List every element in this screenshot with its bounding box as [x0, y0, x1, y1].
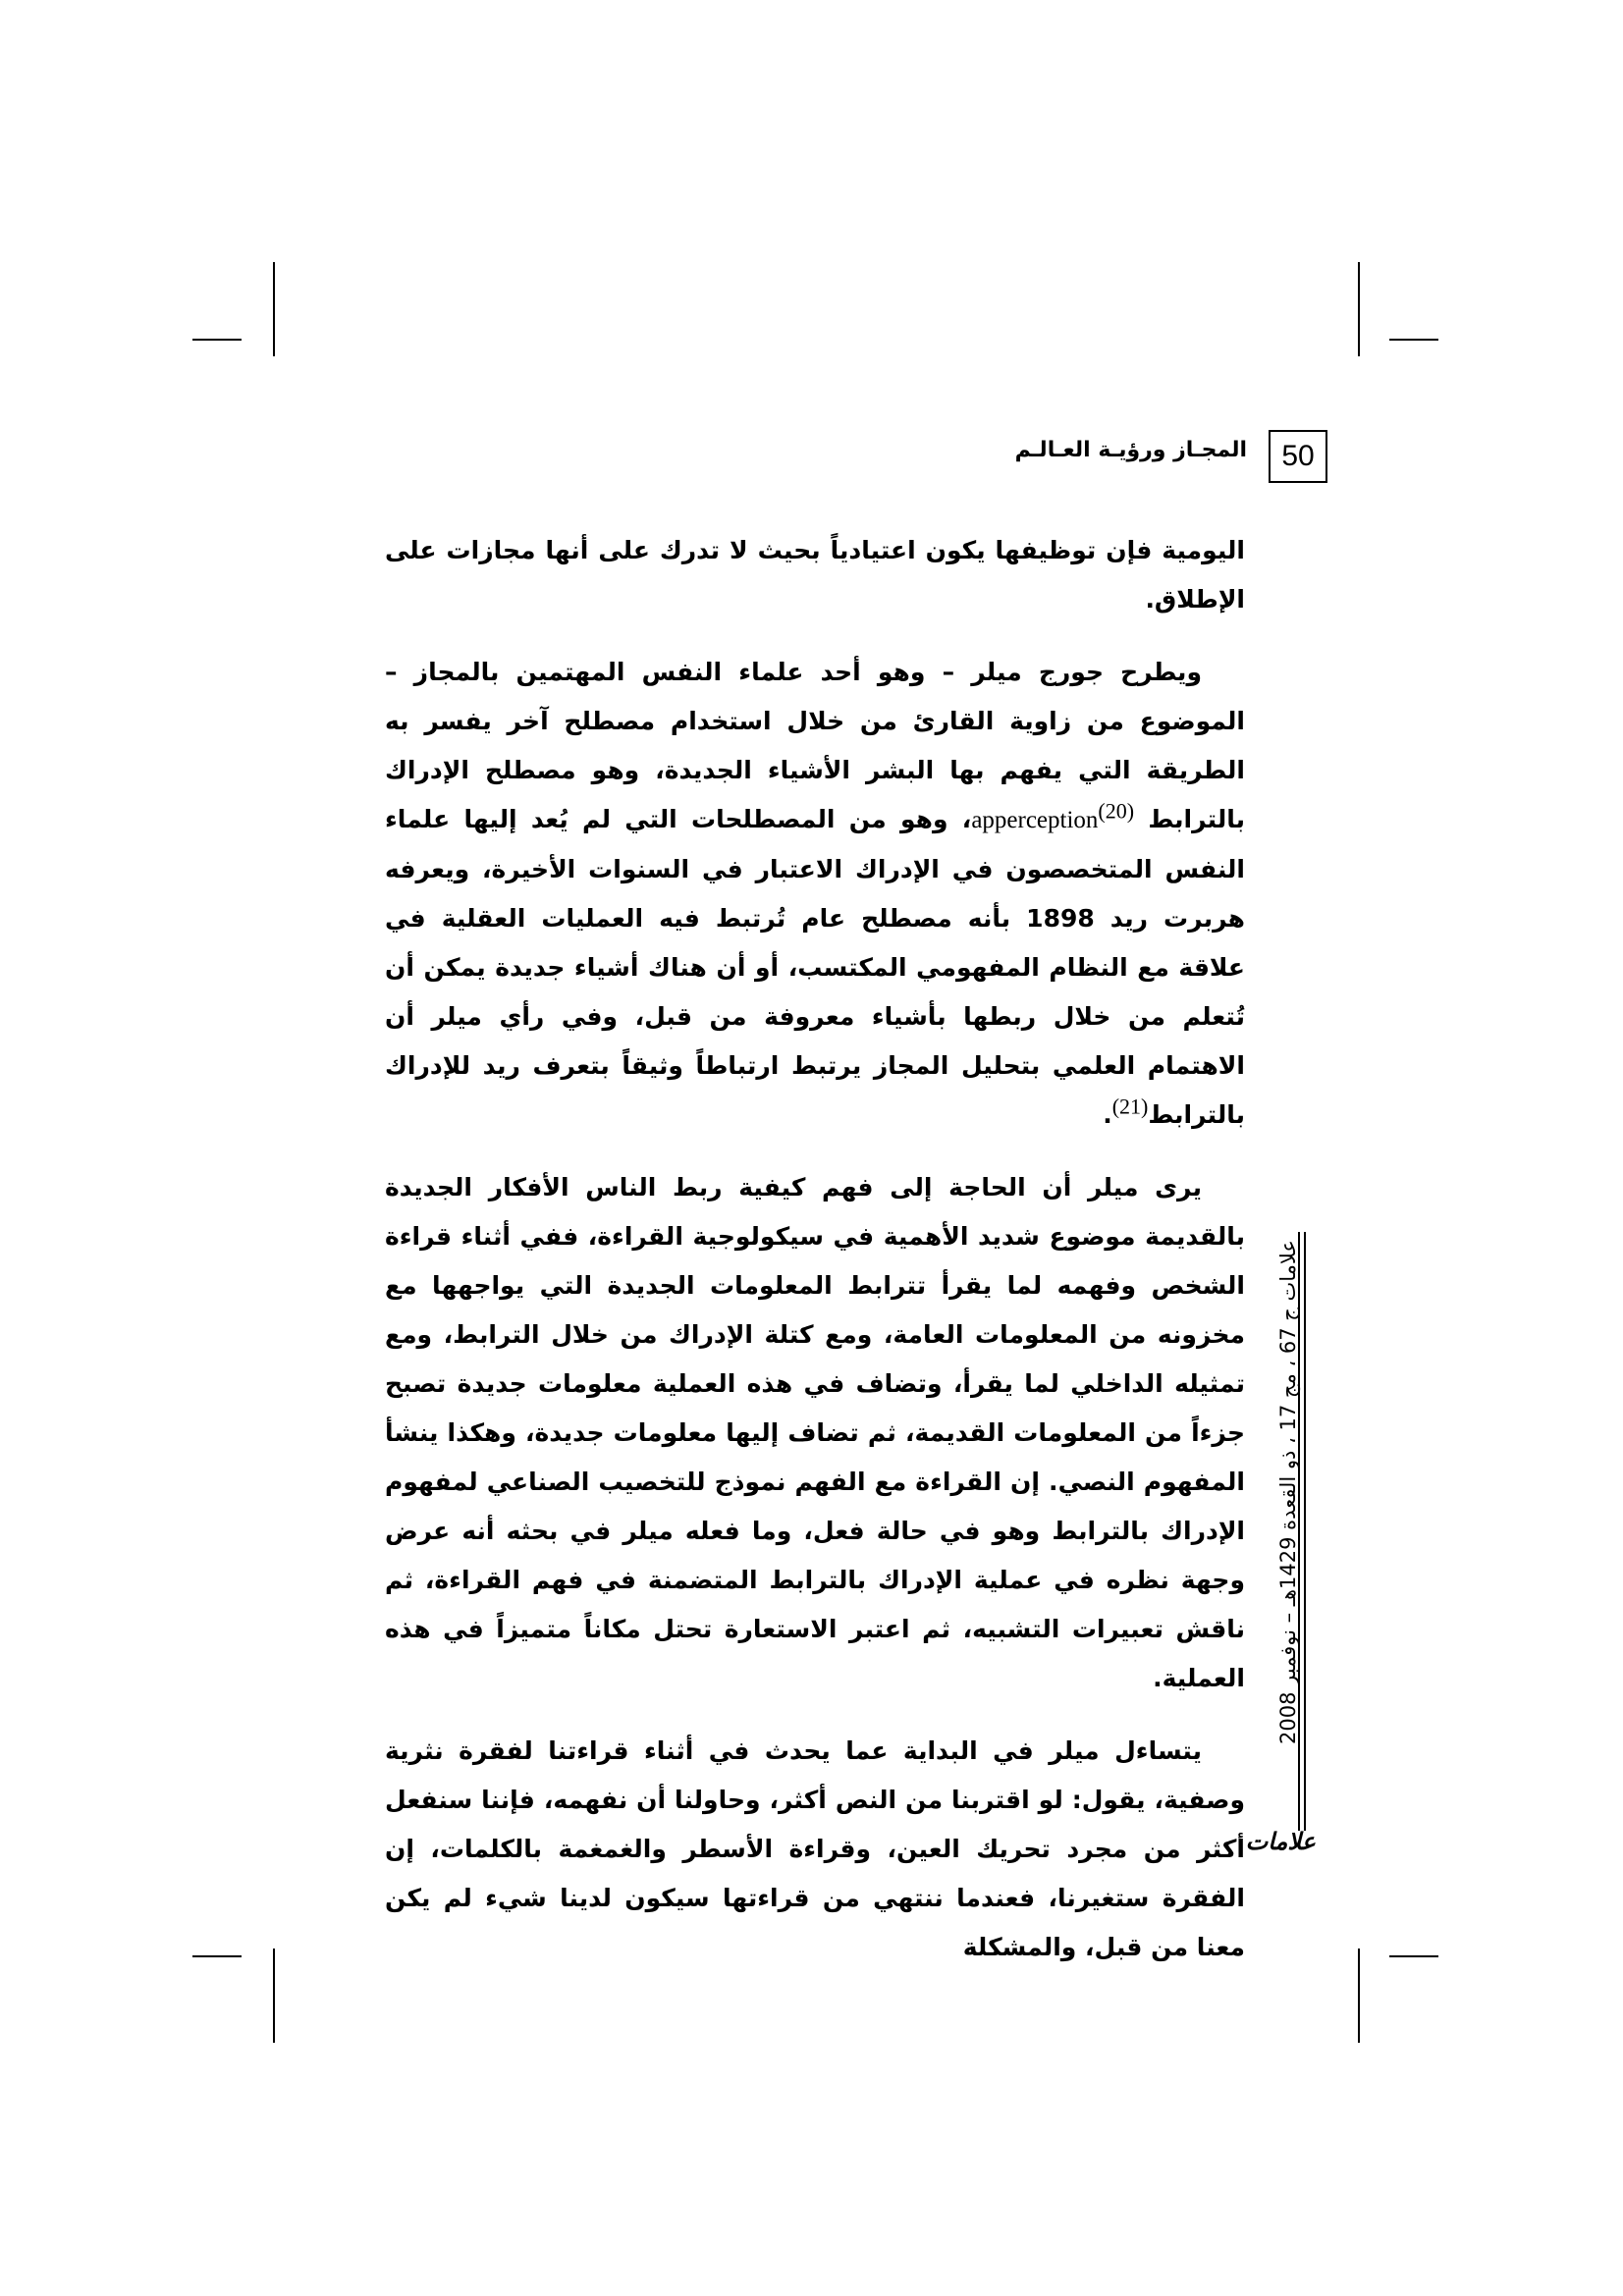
term-apperception: apperception	[971, 807, 1099, 833]
crop-mark-top-right-h	[1389, 339, 1438, 341]
paragraph-2-part1: ويطرح جورج ميلر – وهو أحد علماء النفس المهتمين بالمجاز – الموضوع من زاوية القارئ من خلال استخدام مصطلح آخر يفسر به الطريقة التي يفهم بها البشر الأشياء الجديدة، وهو مصطلح الإدراك بالترابط	[385, 658, 1245, 833]
crop-mark-bottom-left-h	[192, 1955, 242, 1957]
page-header	[982, 430, 1327, 489]
running-title: المجـاز ورؤيـة العـالـم	[1014, 438, 1247, 462]
journal-logo: علامات	[1245, 1828, 1316, 1855]
crop-mark-top-right-v	[1358, 262, 1360, 356]
paragraph-2-part3: .	[1103, 1100, 1112, 1129]
paragraph-3	[385, 1163, 1245, 1703]
paragraph-2	[385, 648, 1245, 1140]
paragraph-1: اليومية فإن توظيفها يكون اعتيادياً بحيث لا تدرك على أنها مجازات على الإطلاق.	[385, 536, 1245, 614]
crop-mark-bottom-right-h	[1389, 1955, 1438, 1957]
crop-mark-bottom-right-v	[1358, 1949, 1360, 2043]
paragraph-2-part2: ، وهو من المصطلحات التي لم يُعد إليها علماء النفس المتخصصون في الإدراك الاعتبار في السنوات الأخيرة، ويعرفه هربرت ريد 1898 بأنه مصطلح عام تُرتبط فيه العمليات العقلية في علاقة مع النظام المفهومي المكتسب، أو أن هناك أشياء جديدة يمكن أن تُتعلم من خلال ربطها بأشياء معروفة من قبل، وفي رأي ميلر أن الاهتمام العلمي بتحليل المجاز يرتبط ارتباطاً وثيقاً بتعرف ريد للإدراك بالترابط	[385, 805, 1246, 1129]
footnote-ref-21[interactable]: (21)	[1111, 1094, 1149, 1119]
page-number: 50	[1269, 430, 1327, 483]
article-body	[385, 526, 1245, 1996]
crop-mark-top-left-v	[273, 262, 275, 356]
paragraph-4: يتساءل ميلر في البداية عما يحدث في أثناء قراءتنا لفقرة نثرية وصفية، يقول: لو اقتربنا من النص أكثر، وحاولنا أن نفهمه، فإننا سنفعل أكثر من مجرد تحريك العين، وقراءة الأسطر والغمغمة بالكلمات، إن الفقرة ستغيرنا، فعندما ننتهي من قراءتها سيكون لدينا شيء لم يكن معنا من قبل، والمشكلة	[385, 1736, 1245, 1961]
footnote-ref-20[interactable]: (20)	[1098, 798, 1135, 824]
paragraph-3-part2: . إن القراءة مع الفهم نموذج للتخصيب الصناعي لمفهوم الإدراك بالترابط وهو في حالة فعل، وما فعله ميلر في بحثه أنه عرض وجهة نظره في عملية الإدراك بالترابط المتضمنة في فهم القراءة، ثم ناقش تعبيرات التشبيه، ثم اعتبر الاستعارة تحتل مكاناً متميزاً في هذه العملية.	[385, 1468, 1245, 1692]
paragraph-3-part1: يرى ميلر أن الحاجة إلى فهم كيفية ربط الناس الأفكار الجديدة بالقديمة موضوع شديد الأهمية في سيكولوجية القراءة، ففي أثناء قراءة الشخص وفهمه لما يقرأ تترابط المعلومات الجديدة التي يواجهها مع مخزونه من المعلومات العامة، ومع كتلة الإدراك من خلال الترابط، ومع تمثيله الداخلي لما يقرأ، وتضاف في هذه العملية معلومات جديدة تصبح جزءاً من المعلومات القديمة، ثم تضاف إليها معلومات جديدة، وهكذا ينشأ	[385, 1173, 1245, 1447]
crop-mark-top-left-h	[192, 339, 242, 341]
emphasis-textual-concept: المفهوم النصي	[1057, 1468, 1245, 1496]
journal-info: علامات ج 67 ، مج 17 ، ذو القعدة 1429هـ – نوفمبر 2008	[1276, 1240, 1300, 1744]
crop-mark-bottom-left-v	[273, 1949, 275, 2043]
